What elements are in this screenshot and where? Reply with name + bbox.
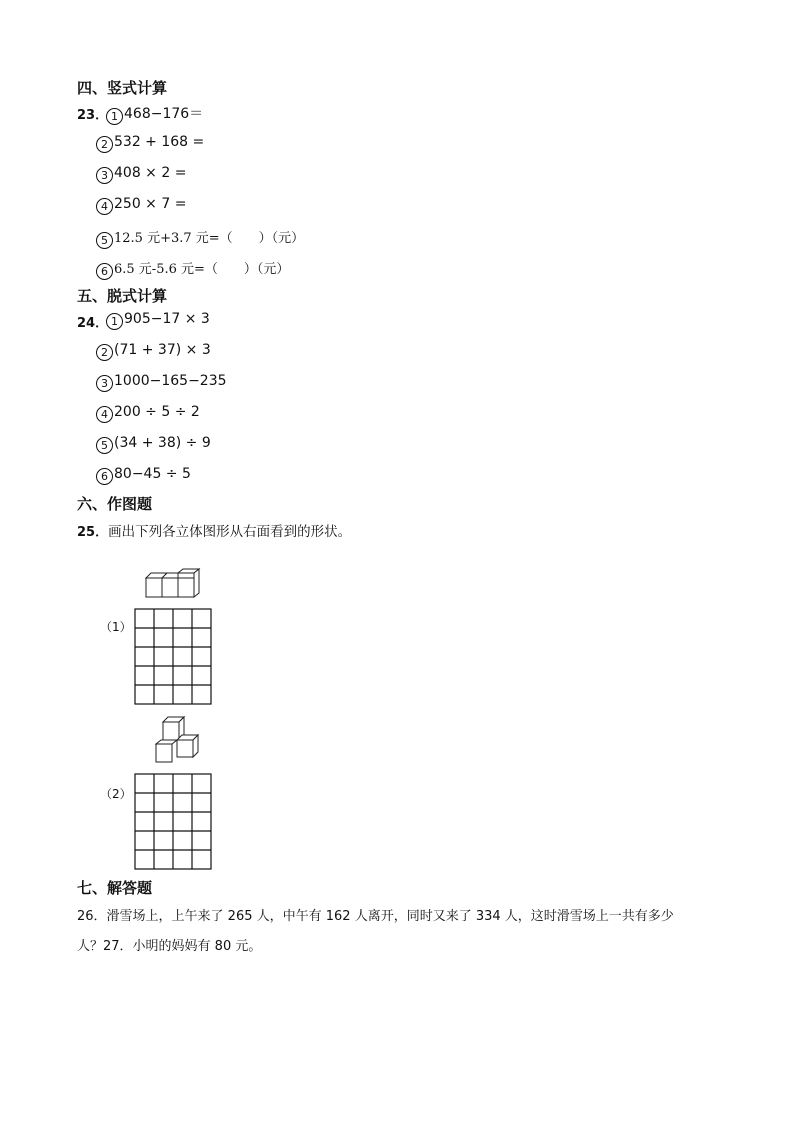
section-title-7: 七、解答题	[77, 879, 153, 897]
calc-expression: 468−176＝	[124, 106, 204, 122]
cube-figure-2	[150, 714, 206, 766]
step-item-1	[106, 311, 210, 330]
calc-item-3	[96, 165, 186, 184]
circled-number: 4	[96, 198, 113, 215]
calc-item-5	[96, 227, 304, 249]
circled-number: 3	[96, 167, 113, 184]
answer-grid-2[interactable]	[134, 773, 212, 870]
step-expression: 80−45 ÷ 5	[114, 466, 191, 482]
cube-figure-1	[140, 568, 212, 602]
circled-number: 6	[96, 468, 113, 485]
circled-number: 1	[106, 313, 123, 330]
question-text: 画出下列各立体图形从右面看到的形状。	[108, 524, 352, 540]
calc-expression: 6.5 元-5.6 元=（ ）（元）	[114, 262, 290, 277]
circled-number: 5	[96, 232, 113, 249]
question-25	[77, 520, 351, 540]
calc-expression: 12.5 元+3.7 元=（ ）（元）	[114, 231, 305, 246]
step-item-4	[96, 404, 200, 423]
circled-number: 3	[96, 375, 113, 392]
circled-number: 6	[96, 263, 113, 280]
calc-item-1	[106, 103, 203, 125]
step-item-3	[96, 373, 227, 392]
step-expression: (71 + 37) × 3	[114, 342, 211, 358]
step-item-2	[96, 342, 211, 361]
circled-number: 5	[96, 437, 113, 454]
step-expression: 1000−165−235	[114, 373, 227, 389]
question-26-line-2: 人？27．小明的妈妈有 80 元。	[77, 939, 262, 954]
calc-expression: 532 + 168 =	[114, 134, 205, 150]
calc-item-2	[96, 134, 204, 153]
step-expression: (34 + 38) ÷ 9	[114, 435, 211, 451]
step-expression: 200 ÷ 5 ÷ 2	[114, 404, 200, 420]
circled-number: 2	[96, 136, 113, 153]
section-title-5: 五、脱式计算	[77, 287, 168, 305]
figure-label-2: （2）	[100, 787, 132, 801]
step-expression: 905−17 × 3	[124, 311, 210, 327]
calc-item-6	[96, 258, 289, 280]
step-item-5	[96, 435, 211, 454]
question-number-24: 24．	[77, 316, 109, 331]
calc-item-4	[96, 196, 186, 215]
question-26-line-1: 26．滑雪场上，上午来了 265 人，中午有 162 人离开，同时又来了 334 人，这时滑雪场上一共有多少	[77, 909, 674, 924]
section-title-6: 六、作图题	[77, 495, 153, 513]
circled-number: 1	[106, 108, 123, 125]
answer-grid-1[interactable]	[134, 608, 212, 705]
circled-number: 4	[96, 406, 113, 423]
figure-label-1: （1）	[100, 620, 132, 634]
calc-expression: 250 × 7 =	[114, 196, 187, 212]
question-number-23: 23．	[77, 108, 109, 123]
calc-expression: 408 × 2 =	[114, 165, 187, 181]
question-number-25: 25．	[77, 525, 109, 540]
step-item-6	[96, 466, 191, 485]
circled-number: 2	[96, 344, 113, 361]
section-title-4: 四、竖式计算	[77, 79, 168, 97]
